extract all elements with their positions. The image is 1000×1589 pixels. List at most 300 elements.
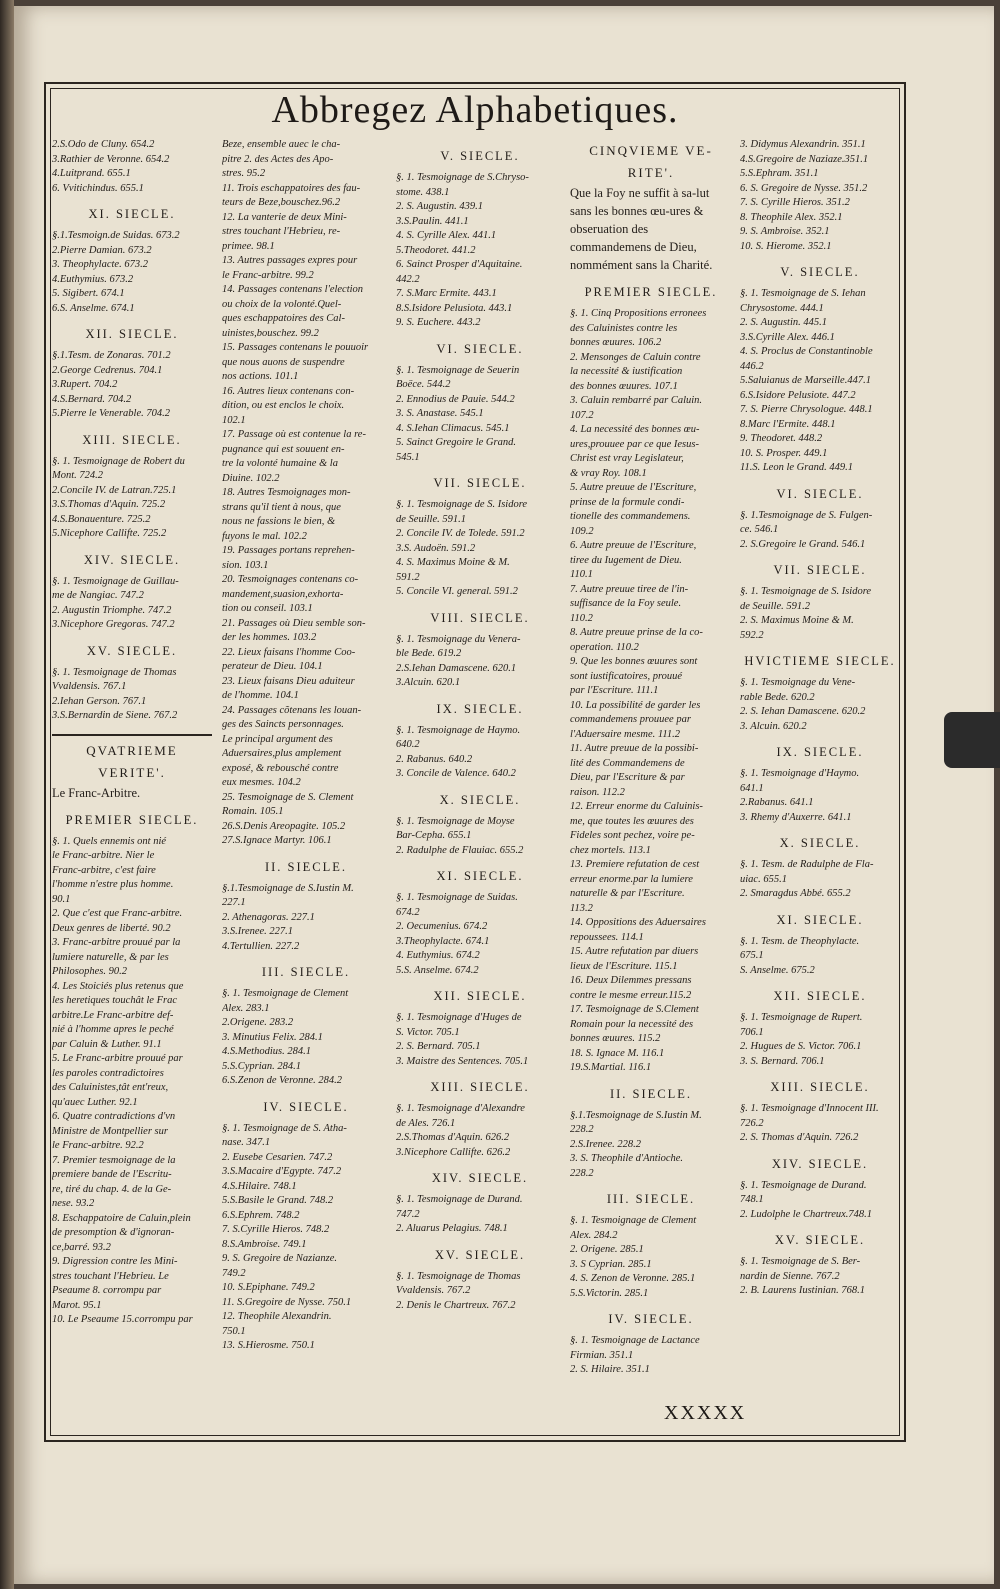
index-entry: de Ales. 726.1 [396,1117,456,1129]
index-entry: §.1.Tesmoignage de S.Iustin M. [222,882,354,894]
century-heading: XII. SIECLE. [773,989,867,1003]
index-entry: 3.S.Cyrille Alex. 446.1 [740,331,835,343]
index-entry: Boëce. 544.2 [396,379,451,390]
index-entry: §. 1. Tesmoignage de Thomas [396,1270,521,1282]
index-entry: 9. Theodoret. 448.2 [740,433,823,444]
index-entry: 4. S. Cyrille Alex. 441.1 [396,230,497,241]
index-entry: 16. Deux Dilemmes pressans [570,975,692,986]
index-entry: Pseaume 8. corrompu par [52,1285,162,1296]
century-heading: IV. SIECLE. [263,1099,349,1114]
index-entry: 23. Lieux faisans Dieu aduiteur [222,675,355,687]
index-entry: de presomption & d'ignoran- [52,1227,175,1238]
index-entry: ques eschappatoires des Cal- [222,313,345,324]
index-entry: Alex. 284.2 [570,1229,618,1241]
index-entry: Deux genres de liberté. 90.2 [52,922,171,934]
index-entry: 5.Pierre le Venerable. 704.2 [52,408,170,419]
index-entry: 592.2 [740,629,764,641]
section-title: CINQVIEME VE- [589,143,713,158]
index-entry: 19.S.Martial. 116.1 [570,1062,652,1073]
century-heading: XI. SIECLE. [776,912,864,927]
index-entry: Franc-arbitre, c'est faire [52,864,156,876]
index-entry: 6. Vvitichindus. 655.1 [52,182,144,194]
index-entry: 16. Autres lieux contenans con- [222,385,355,397]
index-entry: 4.Euthymius. 673.2 [52,273,134,285]
index-entry: le Franc-arbitre. 99.2 [222,269,314,281]
index-entry: 15. Autre refutation par diuers [570,946,699,957]
century-heading: II. SIECLE. [264,859,348,874]
index-entry: 26.S.Denis Areopagite. 105.2 [222,820,346,832]
index-entry: §. 1. Tesm. de Radulphe de Fla- [740,859,874,870]
index-entry: 5.S.Basile le Grand. 748.2 [222,1195,334,1206]
index-entry: 107.2 [570,409,594,421]
index-entry: 11.S. Leon le Grand. 449.1 [740,462,853,473]
index-entry: §. 1. Tesm. de Theophylacte. [740,935,860,947]
index-entry: 12. Theophile Alexandrin. [222,1311,332,1322]
index-entry: 7. S. Pierre Chrysologue. 448.1 [740,404,873,415]
index-entry: 3. Caluin rembarré par Caluin. [570,395,703,406]
page-title: Abbregez Alphabetiques. [271,89,679,131]
index-entry: 2. Ludolphe le Chartreux.748.1 [740,1208,873,1220]
section-subtitle: Que la Foy ne suffit à sa-lut sans les bonnes œu-ures & obseruation des commandemens de Dieu, nommément sans la Charité. [570,186,713,272]
index-entry: 545.1 [396,451,420,463]
index-entry: 4. Les Stoiciés plus retenus que [52,980,184,992]
section-title: RITE'. [627,165,675,180]
index-entry: 6. Sainct Prosper d'Aquitaine. [396,259,523,270]
index-entry: 5.S. Anselme. 674.2 [396,964,479,976]
index-entry: 2. S. Thomas d'Aquin. 726.2 [740,1132,859,1143]
index-entry: nase. 347.1 [222,1137,271,1148]
index-entry: 5.Nicephore Callifte. 725.2 [52,528,167,539]
index-entry: prinse de la formule condi- [570,496,685,508]
index-entry: §.1.Tesm. de Zonaras. 701.2 [52,350,171,361]
index-entry: Aduersaires,plus amplement [222,748,342,759]
index-entry: l'Aduersaire mesme. 111.2 [570,728,680,740]
index-entry: 4.S.Gregoire de Naziaze.351.1 [740,153,869,165]
index-entry: de Seuille. 591.1 [396,513,466,525]
index-entry: 706.1 [740,1026,764,1038]
index-entry: 228.2 [570,1167,594,1179]
index-entry: l'homme n'estre plus homme. [52,879,174,890]
index-entry: §. 1. Cinq Propositions erronees [570,308,707,319]
index-entry: 17. Passage où est contenue la re- [222,429,366,440]
index-entry: de Seuille. 591.2 [740,600,810,612]
index-entry: 21. Passages où Dieu semble son- [222,617,366,629]
index-entry: §. 1. Tesmoignage de S. Ber- [740,1256,861,1267]
index-entry: 726.2 [740,1117,764,1129]
century-heading: X. SIECLE. [779,836,861,850]
index-entry: mandement,suasion,exhorta- [222,588,344,600]
index-entry: exposé, & rebousché contre [222,762,339,774]
index-entry: 2. Origene. 285.1 [570,1244,644,1255]
index-entry: 109.2 [570,525,594,537]
index-entry: 2. Ennodius de Pauie. 544.2 [396,393,515,405]
index-entry: §. 1. Tesmoignage de S. Isidore [740,586,872,597]
index-entry: les paroles contradictoires [52,1067,164,1079]
index-entry: 8.Marc l'Ermite. 448.1 [740,418,836,430]
index-entry: 2.George Cedrenus. 704.1 [52,364,163,376]
index-entry: 14. Oppositions des Aduersaires [570,917,706,928]
century-heading: III. SIECLE. [261,965,351,979]
index-entry: 2.S.Odo de Cluny. 654.2 [52,139,155,150]
index-entry: 6. S. Gregoire de Nysse. 351.2 [740,182,868,194]
index-entry: bonnes œuures. 106.2 [570,337,662,348]
index-entry: nese. 93.2 [52,1198,95,1209]
index-entry: 3. Theophylacte. 673.2 [52,259,148,270]
index-entry: 4.S.Methodius. 284.1 [222,1046,311,1057]
index-entry: nié à l'homme apres le peché [52,1024,174,1035]
index-entry: primee. 98.1 [222,240,275,252]
index-entry: 12. La vanterie de deux Mini- [222,211,347,223]
index-entry: sont iustificatoires, prouué [570,670,683,682]
index-entry: 2.S.Thomas d'Aquin. 626.2 [396,1132,510,1143]
index-entry: 12. Erreur enorme du Caluinis- [570,801,703,812]
index-entry: §. 1. Tesmoignage d'Alexandre [396,1103,525,1114]
century-heading: XV. SIECLE. [434,1247,526,1262]
index-entry: 2. Denis le Chartreux. 767.2 [396,1299,516,1311]
index-entry: §. 1. Tesmoignage de Lactance [570,1335,700,1346]
index-entry: 2. Hugues de S. Victor. 706.1 [740,1041,862,1052]
index-entry: que nous auons de suspendre [222,356,345,368]
index-entry: 4.Tertullien. 227.2 [222,940,300,952]
index-entry: §. 1. Tesmoignage de Guillau- [52,575,179,587]
index-entry: 2.Pierre Damian. 673.2 [52,244,152,256]
index-entry: raison. 112.2 [570,786,625,798]
index-entry: 3.Alcuin. 620.1 [396,677,461,688]
index-entry: 110.2 [570,612,593,624]
index-entry: 3. S. Theophile d'Antioche. [570,1153,684,1164]
index-entry: Dieu, par l'Escriture & par [570,772,685,783]
index-entry: la necessité & iustification [570,366,683,377]
index-entry: 5.Saluianus de Marseille.447.1 [740,375,871,386]
index-entry: §. 1. Tesmoignage d'Haymo. [740,768,860,779]
index-entry: §. 1. Tesmoignage de Clement [570,1215,697,1226]
index-entry: 747.2 [396,1208,420,1220]
index-entry: 4. S.Iehan Climacus. 545.1 [396,422,510,434]
index-entry: 7. S. Cyrille Hieros. 351.2 [740,197,850,208]
century-heading: XII. SIECLE. [85,327,179,341]
index-entry: §. 1. Tesmoignage de Haymo. [396,724,521,736]
index-entry: 13. S.Hierosme. 750.1 [222,1340,315,1351]
index-entry: stres touchant l'Hebrieu. Le [52,1270,169,1282]
index-entry: 3. Franc-arbitre prouué par la [52,937,181,948]
century-heading: IX. SIECLE. [436,701,524,716]
index-entry: tre la volonté humaine & la [222,458,338,469]
index-entry: §. 1. Tesmoignage d'Huges de [396,1012,522,1023]
index-entry: §.1.Tesmoignage de S.Iustin M. [570,1109,702,1121]
index-entry: 10. S.Epiphane. 749.2 [222,1282,315,1293]
index-entry: Firmian. 351.1 [570,1349,634,1361]
index-entry: §. 1. Tesmoignage de Durand. [740,1179,867,1191]
index-entry: §. 1. Tesmoignage du Vene- [740,677,856,688]
index-entry: uinistes,bouschez. 99.2 [222,327,319,339]
index-entry: Philosophes. 90.2 [52,966,127,977]
index-entry: 6.S.Isidore Pelusiote. 447.2 [740,389,856,401]
index-entry: stres touchant l'Hebrieu, re- [222,226,341,237]
index-entry: 442.2 [396,273,420,285]
index-entry: fuyons le mal. 102.2 [222,530,307,542]
index-entry: 8.S.Ambroise. 749.1 [222,1238,307,1250]
index-entry: 113.2 [570,902,593,914]
index-column-4 [570,138,732,1378]
index-entry: 3.S.Macaire d'Egypte. 747.2 [222,1166,342,1177]
century-heading: IX. SIECLE. [776,745,864,759]
index-entry: 3.Rathier de Veronne. 654.2 [52,153,170,165]
page-tab-marker [944,712,1000,768]
index-entry: les heretiques touchât le Frac [52,995,177,1006]
index-entry: pitre 2. des Actes des Apo- [222,153,334,165]
index-entry: 9. Digression contre les Mini- [52,1256,178,1267]
index-entry: 2.Rabanus. 641.1 [740,797,814,808]
index-entry: 18. Autres Tesmoignages mon- [222,487,351,498]
index-entry: arbitre.Le Franc-arbitre def- [52,1009,174,1021]
index-entry: 3.S.Paulin. 441.1 [396,215,469,227]
index-entry: §. 1. Tesmoignage du Venera- [396,633,521,645]
index-entry: §. 1. Tesmoignage d'Innocent III. [740,1103,879,1114]
section-subtitle: Le Franc-Arbitre. [52,785,141,800]
index-entry: ble Bede. 619.2 [396,648,462,659]
index-entry: Marot. 95.1 [52,1299,102,1311]
index-entry: 7. Autre preuue tiree de l'in- [570,583,689,595]
index-entry: 6.S.Zenon de Veronne. 284.2 [222,1075,343,1086]
index-entry: par l'Escriture. 111.1 [570,685,659,696]
index-entry: 10. S. Prosper. 449.1 [740,447,828,459]
book-page [14,6,994,1584]
index-entry: naturelle & par l'Escriture. [570,888,685,899]
index-entry: 2.S.Iehan Damascene. 620.1 [396,662,517,674]
index-entry: 18. S. Ignace M. 116.1 [570,1047,665,1059]
index-entry: tiree du Iugement de Dieu. [570,554,682,566]
index-entry: Vvaldensis. 767.2 [396,1285,471,1296]
index-entry: me de Nangiac. 747.2 [52,590,144,601]
century-heading: XV. SIECLE. [774,1233,866,1247]
century-heading: XIV. SIECLE. [83,552,181,567]
century-heading: XI. SIECLE. [88,207,176,221]
index-entry: 4.Luitprand. 655.1 [52,168,131,179]
index-entry: 2. Radulphe de Flauiac. 655.2 [396,844,524,856]
index-entry: §. 1. Tesmoignage de S. Isidore [396,499,528,510]
index-entry: suffisance de la Foy seule. [570,598,682,609]
index-entry: 4. La necessité des bonnes œu- [570,424,700,435]
index-entry: 5. Le Franc-arbitre prouué par [52,1053,183,1064]
century-heading: PREMIER SIECLE. [65,812,199,827]
index-entry: lumiere naturelle, & par les [52,951,169,963]
index-entry: sion. 103.1 [222,559,269,571]
index-entry: le Franc-arbitre. Nier le [52,850,155,861]
index-entry: Diuine. 102.2 [222,472,280,484]
index-entry: 2. Rabanus. 640.2 [396,753,473,765]
index-entry: §. 1. Quels ennemis ont nié [52,835,167,847]
index-entry: des Caluinistes,tât ent'reux, [52,1082,169,1093]
index-entry: 8.S.Isidore Pelusiota. 443.1 [396,302,513,314]
index-entry: 6. Quatre contradictions d'vn [52,1111,176,1122]
index-entry: 4.S.Bonauenture. 725.2 [52,513,151,525]
century-heading: XIV. SIECLE. [771,1156,869,1171]
index-entry: 7. S.Marc Ermite. 443.1 [396,288,497,299]
index-entry: 2. S. Augustin. 439.1 [396,201,484,212]
index-entry: §.1.Tesmoign.de Suidas. 673.2 [52,230,180,241]
index-entry: premiere bande de l'Escritu- [52,1169,172,1180]
century-heading: HVICTIEME SIECLE. [744,654,896,668]
index-entry: nous ne fassions le bien, & [222,516,336,527]
index-entry: 2. Augustin Triomphe. 747.2 [52,604,172,616]
index-entry: 4.S.Bernard. 704.2 [52,393,132,405]
index-entry: 5. Sigibert. 674.1 [52,288,125,299]
index-entry: eux mesmes. 104.2 [222,777,301,788]
index-entry: 3. Alcuin. 620.2 [740,720,807,732]
index-entry: 25. Tesmoignage de S. Clement [222,791,354,803]
index-entry: 17. Tesmoignage de S.Clement [570,1004,699,1015]
index-entry: erreur enorme.par la lumiere [570,873,693,885]
index-entry: Chrysostome. 444.1 [740,302,824,314]
index-entry: §. 1. Tesmoignage de S. Iehan [740,288,866,299]
index-entry: 228.2 [570,1124,594,1135]
index-entry: re, tiré du chap. 4. de la Ge- [52,1183,172,1195]
index-entry: 3.S.Irenee. 227.1 [222,926,294,937]
index-entry: 674.2 [396,906,420,918]
index-entry: 20. Tesmoignages contenans co- [222,574,359,585]
index-entry: bonnes œuures. 115.2 [570,1033,661,1044]
index-entry: 13. Autres passages expres pour [222,255,358,266]
index-entry: lité des Commandemens de [570,757,685,769]
century-heading: XII. SIECLE. [433,989,527,1003]
index-entry: 3. Minutius Felix. 284.1 [222,1031,323,1043]
index-entry: 8. Theophile Alex. 352.1 [740,211,843,223]
index-entry: 2. S.Gregoire le Grand. 546.1 [740,538,866,550]
index-entry: 11. Trois eschappatoires des fau- [222,182,361,194]
index-entry: 10. La possibilité de garder les [570,699,701,711]
index-entry: stome. 438.1 [396,186,450,198]
index-entry: 2. S. Iehan Damascene. 620.2 [740,706,866,717]
century-heading: XIII. SIECLE. [430,1080,530,1094]
index-entry: 2.S.Irenee. 228.2 [570,1138,642,1150]
index-entry: contre le mesme erreur.115.2 [570,989,692,1001]
index-entry: §. 1. Tesmoignage de S. Atha- [222,1122,347,1134]
index-entry: 2.Iehan Gerson. 767.1 [52,695,147,707]
index-entry: 748.1 [740,1194,764,1205]
book-gutter [0,0,14,1589]
index-entry: 3. S. Anastase. 545.1 [396,408,484,419]
index-entry: chez mortels. 113.1 [570,844,651,856]
century-heading: PREMIER SIECLE. [584,285,718,299]
index-entry: 27.S.Ignace Martyr. 106.1 [222,835,332,846]
century-heading: VI. SIECLE. [776,486,864,501]
text-frame [44,82,906,1442]
index-column-3 [396,138,564,1313]
index-entry: Alex. 283.1 [222,1002,270,1014]
index-entry: 7. Premier tesmoignage de la [52,1154,176,1166]
index-entry: Vvaldensis. 767.1 [52,681,127,692]
index-entry: ges des Saincts personnages. [222,719,344,730]
century-heading: VII. SIECLE. [773,563,867,577]
century-heading: V. SIECLE. [780,265,860,279]
index-entry: 5. Sainct Gregoire le Grand. [396,437,516,448]
index-entry: 3.Rupert. 704.2 [52,379,118,390]
index-entry: Beze, ensemble auec le cha- [222,139,341,150]
index-entry: 5.S.Victorin. 285.1 [570,1287,649,1299]
index-entry: Fideles sont pechez, voire pe- [570,830,695,841]
index-entry: 3.Theophylacte. 674.1 [396,935,490,947]
index-entry: 8. Eschappatoire de Caluin,plein [52,1212,191,1224]
index-entry: rable Bede. 620.2 [740,691,815,703]
index-entry: teurs de Beze,bouschez.96.2 [222,197,341,208]
index-entry: nos actions. 101.1 [222,371,299,382]
index-entry: 2.Origene. 283.2 [222,1017,294,1028]
index-entry: 750.1 [222,1325,246,1337]
index-entry: qu'auec Luther. 92.1 [52,1096,138,1108]
index-entry: §. 1. Tesmoignage de Moyse [396,815,515,827]
index-entry: perateur de Dieu. 104.1 [222,661,323,672]
index-entry: Romain. 105.1 [222,806,284,817]
index-entry: 2. S. Maximus Moine & M. [740,615,854,626]
signature-mark: XXXXX [664,1402,747,1424]
century-heading: XIV. SIECLE. [431,1171,529,1185]
index-entry: operation. 110.2 [570,641,639,653]
index-entry: 24. Passages cõtenans les louan- [222,704,362,716]
century-heading: XI. SIECLE. [436,869,524,883]
index-entry: 446.2 [740,360,764,372]
century-heading: XIII. SIECLE. [82,432,182,447]
index-entry: 3.S. Audoën. 591.2 [396,542,476,554]
century-heading: X. SIECLE. [439,792,521,807]
index-entry: 4. S. Proclus de Constantinoble [740,346,873,357]
index-entry: de l'homme. 104.1 [222,690,299,701]
index-entry: nardin de Sienne. 767.2 [740,1270,840,1282]
index-entry: me, que toutes les œuures des [570,815,694,827]
index-entry: 5.S.Ephram. 351.1 [740,168,819,179]
index-entry: 3.Nicephore Callifte. 626.2 [396,1146,511,1158]
index-entry: Ministre de Montpellier sur [52,1125,168,1137]
index-entry: 14. Passages contenans l'election [222,284,364,295]
index-entry: tion ou conseil. 103.1 [222,603,313,614]
index-entry: 6.S. Anselme. 674.1 [52,302,135,314]
index-entry: 9. S. Ambroise. 352.1 [740,226,830,237]
index-entry: 19. Passages portans reprehen- [222,545,355,556]
index-entry: ce. 546.1 [740,524,779,535]
index-entry: 641.1 [740,782,764,794]
index-entry: 3. Concile de Valence. 640.2 [396,768,516,779]
index-entry: & vray Roy. 108.1 [570,467,647,479]
index-entry: par Caluin & Luther. 91.1 [52,1038,162,1050]
century-heading: VIII. SIECLE. [430,610,530,625]
century-heading: II. SIECLE. [609,1086,693,1101]
index-entry: 5.Theodoret. 441.2 [396,244,476,256]
index-entry: 4. S. Maximus Moine & M. [396,557,510,568]
index-entry: 15. Passages contenans le pouuoir [222,342,369,353]
index-entry: 6. Autre preuue de l'Escriture, [570,540,697,551]
index-entry: 2. Oecumenius. 674.2 [396,921,488,932]
index-entry: 22. Lieux faisans l'homme Coo- [222,646,356,658]
index-entry: 2. S. Bernard. 705.1 [396,1041,481,1052]
index-entry: §. 1. Tesmoignage de Rupert. [740,1012,863,1023]
century-heading: VI. SIECLE. [436,341,524,356]
index-entry: §. 1. Tesmoignage de Seuerin [396,364,520,376]
index-entry: 11. Autre preuue de la possibi- [570,743,699,754]
index-entry: commandemens prouuee par [570,714,691,725]
index-entry: 2. Mensonges de Caluin contre [570,351,701,363]
index-entry: des Caluinistes contre les [570,322,678,334]
index-entry: ce,barré. 93.2 [52,1241,111,1253]
index-entry: Christ est vray Legislateur, [570,453,684,464]
index-entry: §. 1. Tesmoignage de S.Chryso- [396,172,529,183]
index-entry: dition, ou est enclos le choix. [222,400,345,411]
index-entry: le Franc-arbitre. 92.2 [52,1140,144,1151]
index-entry: §. 1. Tesmoignage de Thomas [52,666,177,678]
index-entry: S. Victor. 705.1 [396,1026,460,1038]
century-heading: VII. SIECLE. [433,476,527,490]
index-entry: 5. Autre preuue de l'Escriture, [570,482,697,493]
index-entry: 10. Le Pseaume 15.corrompu par [52,1314,193,1325]
index-entry: 2. Que c'est que Franc-arbitre. [52,908,183,919]
